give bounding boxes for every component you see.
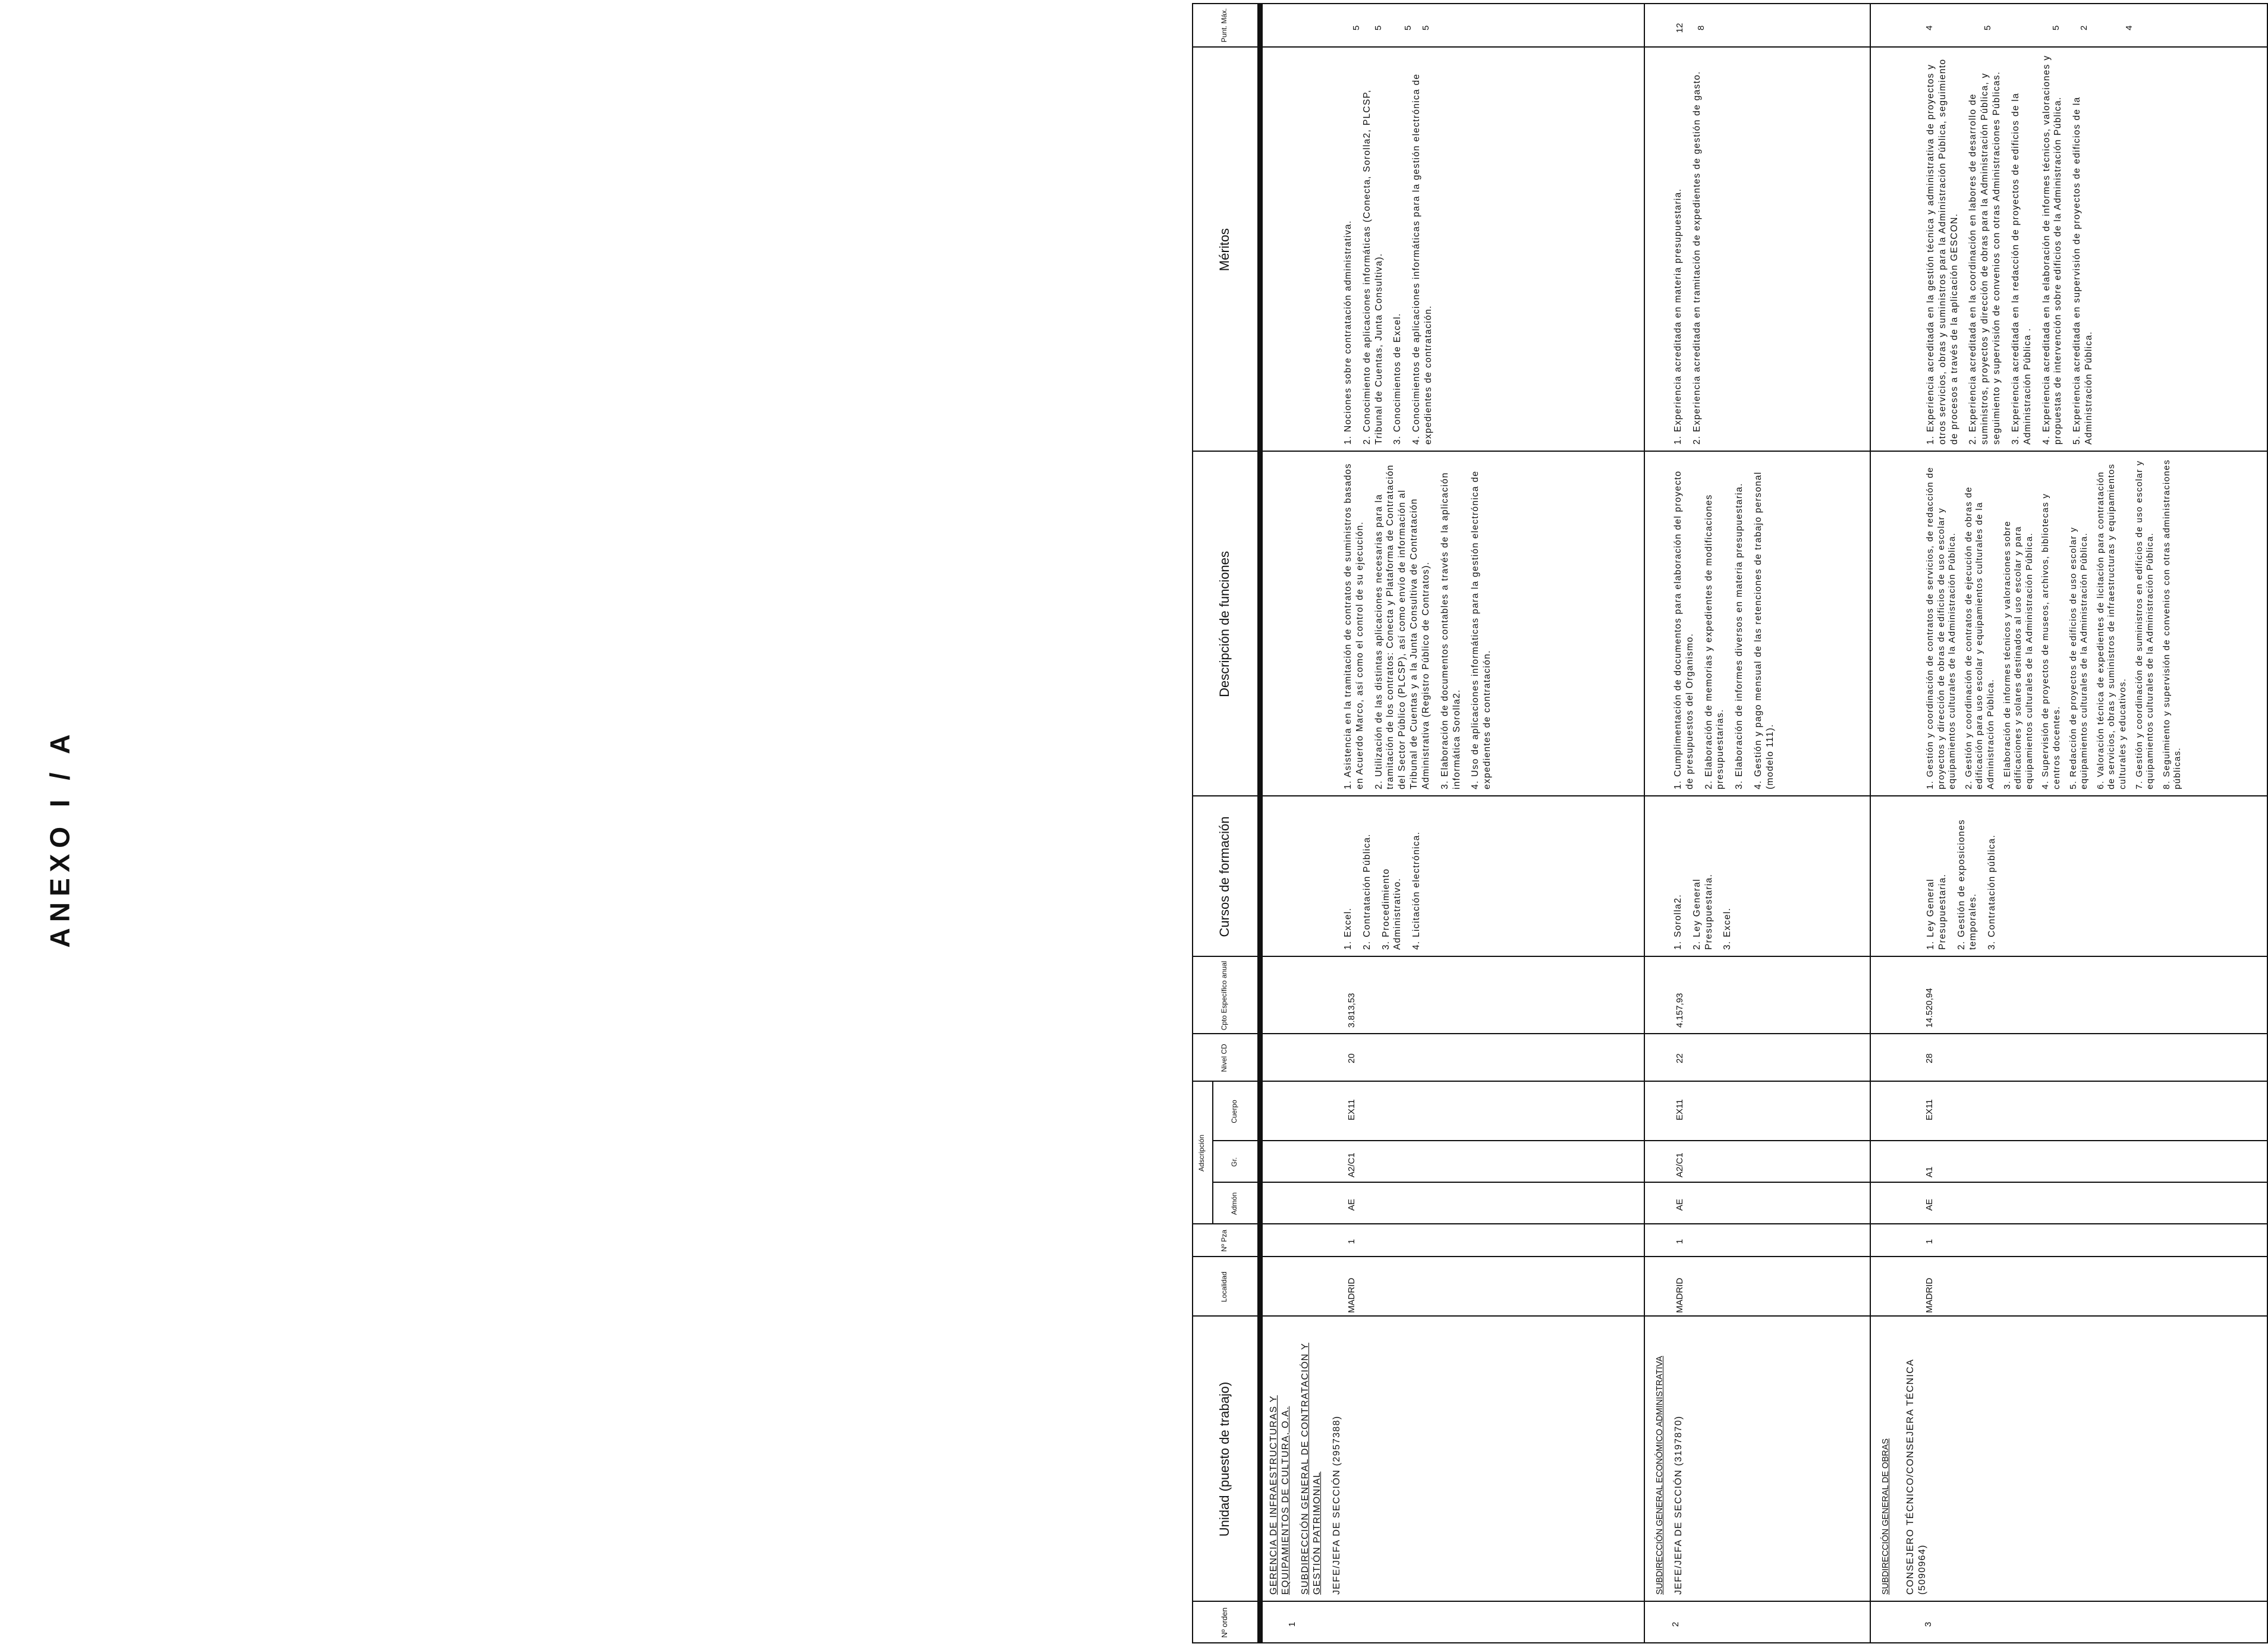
row-1-nivel: 20 (1347, 1053, 1357, 1063)
header-descripcion: Descripción de funciones (1217, 551, 1232, 697)
row-1-punto-4: 5 (1421, 25, 1431, 31)
row-1-npza: 1 (1347, 1239, 1357, 1244)
header-cpto: Cpto Específico anual (1220, 961, 1229, 1031)
row-3-admon: AE (1924, 1198, 1934, 1211)
anexo-table (1192, 3, 2268, 1643)
row-2-cpto: 4.157,93 (1675, 993, 1685, 1028)
row-3-punto-4: 2 (2079, 25, 2089, 31)
list-item: 6. Valoración técnica de expedientes de licitación para contratación de servicios, obras y suministros de infraestructuras y equipamientos culturales y educativos. (2095, 463, 2128, 789)
list-item: 2. Utilización de las distintas aplicaciones necesarias para la tramitación de los contratos: Conecta y Plataforma de Contratación del Sector Público (PLCSP), así como envío de información al Tribunal de Cuentas y a la Junta Consultiva de Contratación Administrativa (Registro Público de Contratos). (1373, 464, 1431, 789)
row-2-nivel: 22 (1675, 1053, 1685, 1063)
row-2-puesto: JEFE/JEFA DE SECCIÓN (3197870) (1673, 1415, 1684, 1595)
row-3-unidad (1876, 1317, 2265, 1601)
header-unidad: Unidad (puesto de trabajo) (1217, 1381, 1232, 1537)
row-2-subdireccion: SUBDIRECCIÓN GENERAL ECONÓMICO ADMINISTRATIVA (1655, 1356, 1665, 1595)
list-item: 1. Gestión y coordinación de contratos de servicios, de redacción de proyectos y dirección de obras de edificios de uso escolar y equipamientos culturales de la Administración Pública. (1925, 467, 1958, 789)
list-item: 4. Experiencia acreditada en la elaboración de informes técnicos, valoraciones y propuestas de intervención sobre edificios de la Administración Pública. (2041, 55, 2063, 445)
row-3-localidad: MADRID (1924, 1277, 1934, 1313)
row-2-punto-1: 12 (1675, 23, 1685, 33)
list-item: 3. Elaboración de informes técnicos y valoraciones sobre edificaciones y solares destinados al uso escolar y para equipamientos culturales de la Administración Pública. (2002, 520, 2034, 789)
row-2-punto-2: 8 (1696, 25, 1706, 31)
row-1-punto-1: 5 (1351, 25, 1361, 31)
list-item: 2. Experiencia acreditada en tramitación de expedientes de gestión de gasto. (1691, 71, 1702, 445)
row-2-npza: 1 (1675, 1239, 1685, 1244)
row-1-funciones (1338, 452, 1641, 795)
list-item: 7. Gestión y coordinación de suministros en edificios de uso escolar y equipamientos culturales de la Administración Pública. (2134, 460, 2156, 789)
row-2-cuerpo: EX11 (1675, 1099, 1685, 1120)
list-item: 3. Elaboración de informes diversos en materia presupuestaria. (1734, 483, 1745, 789)
row-1-meritos (1338, 48, 1641, 451)
list-item: 1. Nociones sobre contratación administrativa. (1343, 220, 1353, 445)
header-meritos: Méritos (1217, 228, 1232, 272)
header-punt: Punt. Máx. (1220, 8, 1229, 43)
row-1-cpto: 3.813,53 (1347, 993, 1357, 1028)
row-2-unidad (1650, 1317, 1870, 1601)
list-item: 1. Experiencia acreditada en la gestión técnica y administrativa de proyectos y otros servicios, obras y suministros para la Administración Pública, seguimiento de procesos a través de la aplicación GESCON. (1926, 58, 1959, 445)
page-title: ANEXO I / A (44, 728, 75, 948)
list-item: 4. Licitación electrónica. (1411, 831, 1422, 950)
row-3-cuerpo: EX11 (1924, 1099, 1934, 1120)
list-item: 8. Seguimiento y supervisión de convenios con otras administraciones públicas. (2161, 459, 2183, 789)
row-3-puesto: CONSEJERO TÉCNICO/CONSEJERA TÉCNICA (5090964) (1905, 1359, 1928, 1595)
row-3-punto-2: 5 (1983, 25, 1993, 31)
row-1-gr: A2/C1 (1347, 1153, 1357, 1177)
list-item: 4. Supervisión de proyectos de museos, archivos, bibliotecas y centros docentes. (2040, 493, 2062, 789)
list-item: 1. Sorolla2. (1673, 893, 1683, 950)
row-2-orden: 2 (1671, 1621, 1681, 1627)
row-3-nivel: 28 (1924, 1053, 1934, 1063)
row-1-cuerpo: EX11 (1347, 1099, 1357, 1120)
row-3-punto-5: 4 (2124, 25, 2134, 31)
header-nivel: Nivel CD (1220, 1044, 1229, 1072)
row-3-funciones (1920, 452, 2265, 795)
list-item: 2. Conocimiento de aplicaciones informáticas (Conecta, Sorolla2, PLCSP, Tribunal de Cuentas, Junta Consultiva). (1361, 89, 1384, 445)
header-localidad: Localidad (1220, 1271, 1229, 1302)
header-cuerpo: Cuerpo (1230, 1100, 1239, 1123)
list-item: 1. Asistencia en la tramitación de contratos de suministros basados en Acuerdo Marco, así como el control de su ejecución. (1343, 463, 1365, 789)
row-1-punto-3: 5 (1403, 25, 1413, 31)
row-1-puesto: JEFE/JEFA DE SECCIÓN (2957388) (1331, 1415, 1342, 1595)
list-item: 4. Conocimientos de aplicaciones informáticas para la gestión electrónica de expedientes de contratación. (1411, 73, 1434, 445)
row-3-npza: 1 (1924, 1239, 1934, 1244)
list-item: 3. Experiencia acreditada en la redacción de proyectos de edificios de la Administración Pública . (2010, 92, 2033, 445)
row-3-punto-3: 5 (2051, 25, 2061, 31)
row-3-gr: A1 (1924, 1166, 1934, 1177)
row-1-punto-2: 5 (1373, 25, 1383, 31)
list-item: 2. Gestión y coordinación de contratos de ejecución de obras de edificación para uso escolar y equipamientos culturales de la Administración Pública. (1963, 486, 1996, 789)
row-1-organismo: GERENCIA DE INFRAESTRUCTURAS Y EQUIPAMIENTOS DE CULTURA, O.A. (1269, 1395, 1291, 1595)
row-1-subdireccion: SUBDIRECCIÓN GENERAL DE CONTRATACIÓN Y GESTIÓN PATRIMONIAL (1300, 1343, 1323, 1595)
list-item: 2. Elaboración de memorias y expedientes de modificaciones presupuestarias. (1703, 494, 1726, 789)
list-item: 4. Uso de aplicaciones informáticas para la gestión electrónica de expedientes de contratación. (1470, 470, 1493, 789)
row-3-cpto: 14.520,94 (1924, 988, 1934, 1028)
row-2-gr: A2/C1 (1675, 1153, 1685, 1177)
row-3-orden: 3 (1923, 1621, 1933, 1627)
list-item: 1. Excel. (1343, 907, 1353, 950)
list-item: 1. Experiencia acreditada en materia presupuestaria. (1673, 188, 1683, 445)
list-item: 5. Experiencia acreditada en supervisión de proyectos de edificios de la Administración Pública. (2072, 96, 2094, 445)
row-2-admon: AE (1675, 1198, 1685, 1211)
list-item: 2. Ley General Presupuestaria. (1691, 873, 1714, 950)
list-item: 3. Contratación pública. (1987, 834, 1998, 950)
row-1-orden: 1 (1287, 1621, 1297, 1627)
list-item: 1. Ley General Presupuestaria. (1926, 873, 1948, 950)
list-item: 2. Experiencia acreditada en la coordinación en labores de desarrollo de suministros, proyectos y dirección de obras para la Administración Pública, y seguimiento y supervisión de convenios con otras Administraciones Públicas. (1968, 71, 2002, 445)
list-item: 4. Gestión y pago mensual de las retenciones de trabajo personal (modelo 111). (1753, 471, 1775, 789)
row-2-meritos (1668, 48, 1867, 451)
header-gr: Gr. (1230, 1157, 1239, 1167)
list-item: 2. Gestión de exposiciones temporales. (1956, 819, 1978, 950)
row-2-funciones (1668, 452, 1867, 795)
header-admon: Admón (1230, 1192, 1239, 1216)
row-1-unidad (1263, 1317, 1644, 1601)
list-item: 3. Conocimientos de Excel. (1392, 313, 1403, 445)
header-adscripcion: Adscripción (1197, 1134, 1206, 1172)
header-npza: Nº Pza (1220, 1229, 1229, 1252)
row-2-cursos (1668, 796, 1867, 956)
row-1-localidad: MADRID (1347, 1277, 1357, 1313)
row-1-admon: AE (1347, 1198, 1357, 1211)
header-orden: Nº orden (1219, 1607, 1229, 1638)
list-item: 5. Redacción de proyectos de edificios de uso escolar y equipamientos culturales de la Administración Pública. (2068, 527, 2090, 789)
list-item: 3. Elaboración de documentos contables a través de la aplicación informática Sorolla2. (1439, 472, 1462, 789)
list-item: 3. Procedimiento Administrativo. (1380, 868, 1403, 950)
row-3-punto-1: 4 (1924, 25, 1934, 31)
header-cursos: Cursos de formación (1217, 816, 1232, 937)
row-3-cursos (1920, 796, 2265, 956)
list-item: 3. Excel. (1722, 907, 1733, 950)
row-3-subdireccion: SUBDIRECCIÓN GENERAL DE OBRAS (1881, 1438, 1890, 1595)
row-2-localidad: MADRID (1675, 1277, 1685, 1313)
row-1-cursos (1338, 796, 1641, 956)
row-3-meritos (1920, 48, 2265, 451)
list-item: 1. Cumplimentación de documentos para elaboración del proyecto de presupuestos del Organismo. (1673, 470, 1695, 789)
list-item: 2. Contratación Pública. (1361, 833, 1372, 950)
